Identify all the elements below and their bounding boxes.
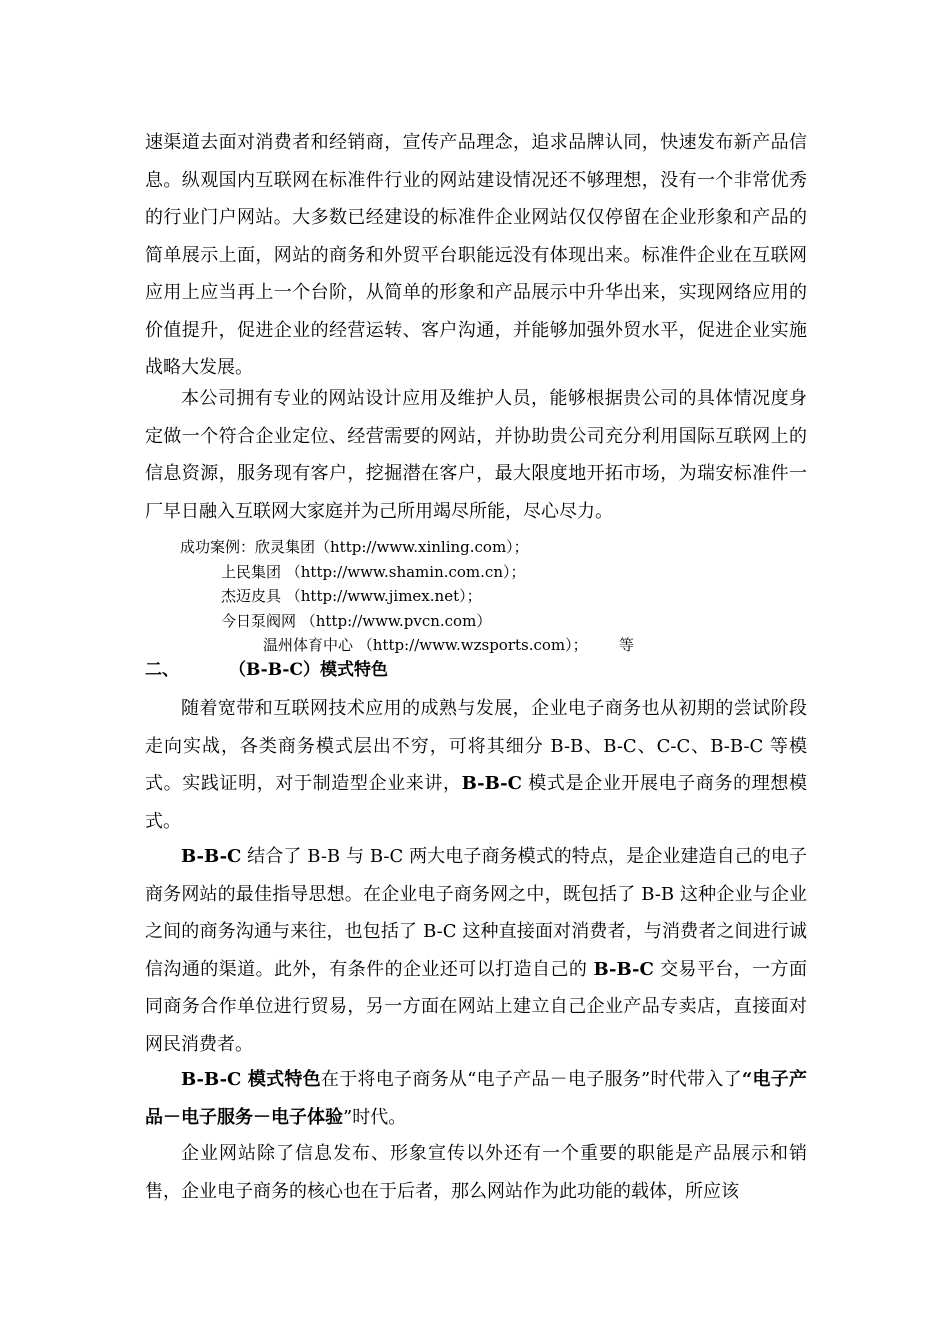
case-etc-label: 等 [619,636,635,654]
case-item-xinling: 成功案例：欣灵集团（http://www.xinling.com）； [180,538,529,556]
text-run: 模式是企业开展电子商务的理想模式。 [145,773,807,832]
case-item-jimex: 杰迈皮具 （http://www.jimex.net）； [221,587,482,605]
paragraph-bbc-feature [145,1061,807,1136]
case-item-pvcn: 今日泵阀网 （http://www.pvcn.com） [221,612,492,630]
text-run: 在于将电子商务从“电子产品－电子服务”时代带入了 [320,1069,742,1090]
section-title: （B-B-C）模式特色 [229,660,389,680]
text-run: 结合了 B-B 与 B-C 两大电子商务模式的特点，是企业建造自己的电子商务网站的最佳指导思想。在企业电子商务网之中，既包括了 B-B 这种企业与企业之间的商务沟通与来往，也包括了 B-C 这种直接面对消费者，与消费者之间进行诚信沟通的渠道。此外，有条件的企业还可以打造自己的 [145,846,807,980]
case-item-shamin: 上民集团 （http://www.shamin.com.cn）； [221,563,526,581]
bold-run: B-B-C 模式特色 [181,1069,321,1090]
paragraph-website-function: 企业网站除了信息发布、形象宣传以外还有一个重要的职能是产品展示和销售，企业电子商务的核心也在于后者，那么网站作为此功能的载体，所应该 [145,1143,807,1202]
paragraph-bbc-definition [145,838,807,1063]
text-run: 随着宽带和互联网技术应用的成熟与发展，企业电子商务也从初期的尝试阶段走向实战，各类商务模式层出不穷，可将其细分 B-B、B-C、C-C、B-B-C 等模式。实践证明，对于制造型企业来讲， [145,698,807,794]
section-number: 二、 [145,660,179,680]
case-item-wzsports: 温州体育中心 （http://www.wzsports.com）； [263,636,588,654]
bold-run: B-B-C [461,773,522,794]
text-run: 交易平台，一方面同商务合作单位进行贸易，另一方面在网站上建立自己企业产品专卖店，直接面对网民消费者。 [145,958,807,1055]
paragraph-company-services: 本公司拥有专业的网站设计应用及维护人员，能够根据贵公司的具体情况度身定做一个符合企业定位、经营需要的网站，并协助贵公司充分利用国际互联网上的信息资源，服务现有客户，挖掘潜在客户，最大限度地开拓市场，为瑞安标准件一厂早日融入互联网大家庭并为己所用竭尽所能，尽心尽力。 [145,388,807,522]
paragraph-channels: 速渠道去面对消费者和经销商，宣传产品理念，追求品牌认同，快速发布新产品信息。纵观国内互联网在标准件行业的网站建设情况还不够理想，没有一个非常优秀的行业门户网站。大多数已经建设的标准件企业网站仅仅停留在企业形象和产品的简单展示上面，网站的商务和外贸平台职能远没有体现出来。标准件企业在互联网应用上应当再上一个台阶，从简单的形象和产品展示中升华出来，实现网络应用的价值提升，促进企业的经营运转、客户沟通，并能够加强外贸水平，促进企业实施战略大发展。 [145,132,807,378]
section-heading [145,658,388,682]
bold-run: B-B-C [181,846,242,867]
bold-run: “电子产品－电子服务－电子体验 [145,1069,808,1128]
bold-run: B-B-C [593,958,654,980]
text-run: ”时代。 [343,1106,407,1128]
paragraph-bbc-intro [145,690,807,840]
